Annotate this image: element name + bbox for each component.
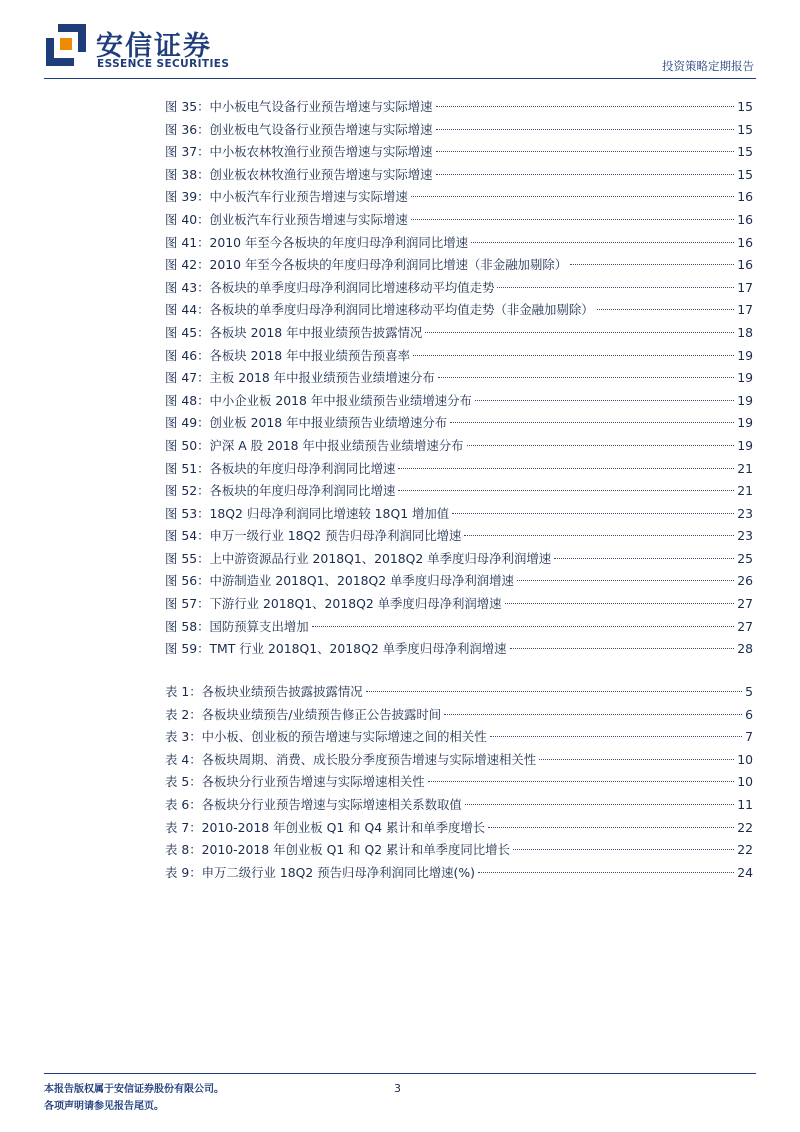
page-header: [0, 0, 800, 80]
figure-entry[interactable]: [165, 458, 753, 481]
dot-leader: [510, 648, 735, 649]
dot-leader: [452, 513, 734, 514]
figure-entry[interactable]: [165, 367, 753, 390]
figure-entry-title: 图 57：下游行业 2018Q1、2018Q2 单季度归母净利润增速: [165, 596, 502, 612]
figure-entry-title: 图 58：国防预算支出增加: [165, 618, 309, 634]
table-entry[interactable]: [165, 794, 753, 817]
figure-entry-page: 17: [737, 302, 753, 318]
figure-entry-title: 图 54：申万一级行业 18Q2 预告归母净利润同比增速: [165, 528, 462, 544]
figure-entry[interactable]: [165, 638, 753, 661]
table-entry-page: 22: [737, 842, 753, 858]
table-entry-page: 10: [737, 751, 753, 767]
figure-entry-title: 图 37：中小板农林牧渔行业预告增速与实际增速: [165, 144, 433, 160]
figure-entry-title: 图 48：中小企业板 2018 年中报业绩预告业绩增速分布: [165, 392, 472, 408]
dot-leader: [411, 196, 734, 197]
disclaimer-notice: 各项声明请参见报告尾页。: [44, 1101, 164, 1112]
figure-entry-page: 21: [737, 483, 753, 499]
dot-leader: [398, 490, 734, 491]
figure-entry[interactable]: [165, 299, 753, 322]
table-entry-page: 6: [745, 706, 753, 722]
figure-entry[interactable]: [165, 435, 753, 458]
dot-leader: [428, 781, 735, 782]
figure-entry-page: 15: [737, 121, 753, 137]
table-entry-page: 24: [737, 864, 753, 880]
dot-leader: [444, 714, 742, 715]
page-number: 3: [394, 1082, 401, 1095]
figure-entry-page: 16: [737, 211, 753, 227]
table-entry[interactable]: [165, 862, 753, 885]
dot-leader: [436, 151, 735, 152]
figure-entry[interactable]: [165, 209, 753, 232]
table-entry-page: 22: [737, 819, 753, 835]
figure-entry-title: 图 42：2010 年至今各板块的年度归母净利润同比增速（非金融加剔除）: [165, 257, 568, 273]
table-entry-title: 表 5：各板块分行业预告增速与实际增速相关性: [165, 774, 425, 790]
figure-entry-page: 27: [737, 596, 753, 612]
dot-leader: [475, 400, 734, 401]
figure-entry-title: 图 52：各板块的年度归母净利润同比增速: [165, 483, 396, 499]
figure-entry-page: 15: [737, 144, 753, 160]
dot-leader: [436, 106, 735, 107]
figure-entry[interactable]: [165, 616, 753, 639]
dot-leader: [436, 174, 735, 175]
figure-entry[interactable]: [165, 186, 753, 209]
essence-logo-icon: [44, 22, 88, 68]
figure-entry-title: 图 39：中小板汽车行业预告增速与实际增速: [165, 189, 408, 205]
figure-entry-page: 19: [737, 347, 753, 363]
figure-entry-title: 图 47：主板 2018 年中报业绩预告业绩增速分布: [165, 370, 435, 386]
figure-entry-page: 18: [737, 324, 753, 340]
figure-entry[interactable]: [165, 503, 753, 526]
dot-leader: [436, 129, 735, 130]
figure-entry-title: 图 53：18Q2 归母净利润同比增速较 18Q1 增加值: [165, 505, 450, 521]
figure-entry[interactable]: [165, 525, 753, 548]
figure-entry-page: 27: [737, 618, 753, 634]
dot-leader: [488, 827, 734, 828]
figure-entry-title: 图 59：TMT 行业 2018Q1、2018Q2 单季度归母净利润增速: [165, 641, 507, 657]
figure-entry[interactable]: [165, 254, 753, 277]
table-entry-title: 表 3：中小板、创业板的预告增速与实际增速之间的相关性: [165, 729, 487, 745]
dot-leader: [513, 849, 734, 850]
table-entry-title: 表 7：2010-2018 年创业板 Q1 和 Q4 累计和单季度增长: [165, 819, 486, 835]
table-entry[interactable]: [165, 681, 753, 704]
figure-entry-title: 图 46：各板块 2018 年中报业绩预告预喜率: [165, 347, 410, 363]
table-entry-page: 5: [745, 684, 753, 699]
figure-entry-title: 图 35：中小板电气设备行业预告增速与实际增速: [165, 99, 433, 114]
dot-leader: [398, 468, 734, 469]
footer-divider: [44, 1073, 756, 1074]
table-entry-title: 表 4：各板块周期、消费、成长股分季度预告增速与实际增速相关性: [165, 751, 537, 767]
figure-entry-title: 图 40：创业板汽车行业预告增速与实际增速: [165, 211, 408, 227]
figure-entry-page: 16: [737, 189, 753, 205]
figure-entry-page: 19: [737, 370, 753, 386]
figure-entry[interactable]: [165, 277, 753, 300]
dot-leader: [554, 558, 734, 559]
figure-entry-title: 图 49：创业板 2018 年中报业绩预告业绩增速分布: [165, 415, 448, 431]
figure-list: [165, 96, 753, 661]
figure-entry[interactable]: [165, 322, 753, 345]
figure-entry-page: 26: [737, 573, 753, 589]
dot-leader: [425, 332, 734, 333]
figure-entry-page: 28: [737, 641, 753, 657]
figure-entry[interactable]: [165, 119, 753, 142]
figure-entry-title: 图 38：创业板农林牧渔行业预告增速与实际增速: [165, 166, 433, 182]
table-entry[interactable]: [165, 749, 753, 772]
figure-entry-page: 23: [737, 505, 753, 521]
figure-entry-page: 15: [737, 99, 753, 114]
figure-entry-title: 图 43：各板块的单季度归母净利润同比增速移动平均值走势: [165, 279, 495, 295]
figure-entry-page: 21: [737, 460, 753, 476]
dot-leader: [497, 287, 734, 288]
table-entry[interactable]: [165, 839, 753, 862]
table-entry[interactable]: [165, 817, 753, 840]
copyright-notice: 本报告版权属于安信证券股份有限公司。: [44, 1084, 224, 1095]
table-entry-page: 10: [737, 774, 753, 790]
figure-entry[interactable]: [165, 593, 753, 616]
dot-leader: [505, 603, 735, 604]
figure-entry-page: 19: [737, 437, 753, 453]
figure-entry[interactable]: [165, 390, 753, 413]
figure-entry-page: 15: [737, 166, 753, 182]
dot-leader: [411, 219, 734, 220]
table-entry[interactable]: [165, 771, 753, 794]
figure-entry[interactable]: [165, 412, 753, 435]
figure-entry-title: 图 51：各板块的年度归母净利润同比增速: [165, 460, 396, 476]
figure-entry[interactable]: [165, 480, 753, 503]
table-entry-page: 7: [745, 729, 753, 745]
dot-leader: [570, 264, 734, 265]
table-entry[interactable]: [165, 704, 753, 727]
dot-leader: [597, 309, 735, 310]
figure-entry[interactable]: [165, 141, 753, 164]
figure-entry-title: 图 50：沪深 A 股 2018 年中报业绩预告业绩增速分布: [165, 437, 464, 453]
dot-leader: [465, 804, 734, 805]
dot-leader: [467, 445, 735, 446]
header-divider: [44, 78, 756, 79]
dot-leader: [539, 759, 734, 760]
dot-leader: [450, 422, 734, 423]
figure-entry[interactable]: [165, 548, 753, 571]
dot-leader: [413, 355, 734, 356]
dot-leader: [478, 872, 734, 873]
dot-leader: [438, 377, 734, 378]
table-entry-title: 表 1：各板块业绩预告披露披露情况: [165, 684, 363, 699]
table-entry-title: 表 6：各板块分行业预告增速与实际增速相关系数取值: [165, 796, 462, 812]
figure-entry-page: 16: [737, 257, 753, 273]
report-type: 投资策略定期报告: [662, 59, 754, 73]
figure-entry-title: 图 36：创业板电气设备行业预告增速与实际增速: [165, 121, 433, 137]
figure-entry-page: 25: [737, 550, 753, 566]
brand-name-cn: 安信证券: [96, 31, 212, 62]
dot-leader: [471, 242, 734, 243]
dot-leader: [464, 535, 734, 536]
figure-entry[interactable]: [165, 232, 753, 255]
table-entry-title: 表 8：2010-2018 年创业板 Q1 和 Q2 累计和单季度同比增长: [165, 842, 510, 858]
figure-entry-title: 图 44：各板块的单季度归母净利润同比增速移动平均值走势（非金融加剔除）: [165, 302, 594, 318]
figure-entry-page: 17: [737, 279, 753, 295]
brand-name-en: ESSENCE SECURITIES: [97, 58, 230, 70]
figure-entry[interactable]: [165, 96, 753, 119]
figure-entry-title: 图 41：2010 年至今各板块的年度归母净利润同比增速: [165, 234, 468, 250]
table-entry[interactable]: [165, 726, 753, 749]
table-list: [165, 681, 753, 884]
figure-entry-page: 19: [737, 392, 753, 408]
dot-leader: [517, 580, 734, 581]
figure-entry-title: 图 45：各板块 2018 年中报业绩预告披露情况: [165, 324, 423, 340]
figure-entry[interactable]: [165, 570, 753, 593]
figure-entry-title: 图 56：中游制造业 2018Q1、2018Q2 单季度归母净利润增速: [165, 573, 514, 589]
figure-entry-title: 图 55：上中游资源品行业 2018Q1、2018Q2 单季度归母净利润增速: [165, 550, 552, 566]
figure-entry-page: 19: [737, 415, 753, 431]
figure-entry-page: 16: [737, 234, 753, 250]
table-entry-title: 表 9：申万二级行业 18Q2 预告归母净利润同比增速(%): [165, 864, 475, 880]
figure-entry[interactable]: [165, 345, 753, 368]
table-entry-title: 表 2：各板块业绩预告/业绩预告修正公告披露时间: [165, 706, 442, 722]
figure-entry[interactable]: [165, 164, 753, 187]
dot-leader: [312, 626, 735, 627]
dot-leader: [490, 736, 743, 737]
table-entry-page: 11: [737, 796, 753, 812]
figure-entry-page: 23: [737, 528, 753, 544]
dot-leader: [366, 691, 742, 692]
